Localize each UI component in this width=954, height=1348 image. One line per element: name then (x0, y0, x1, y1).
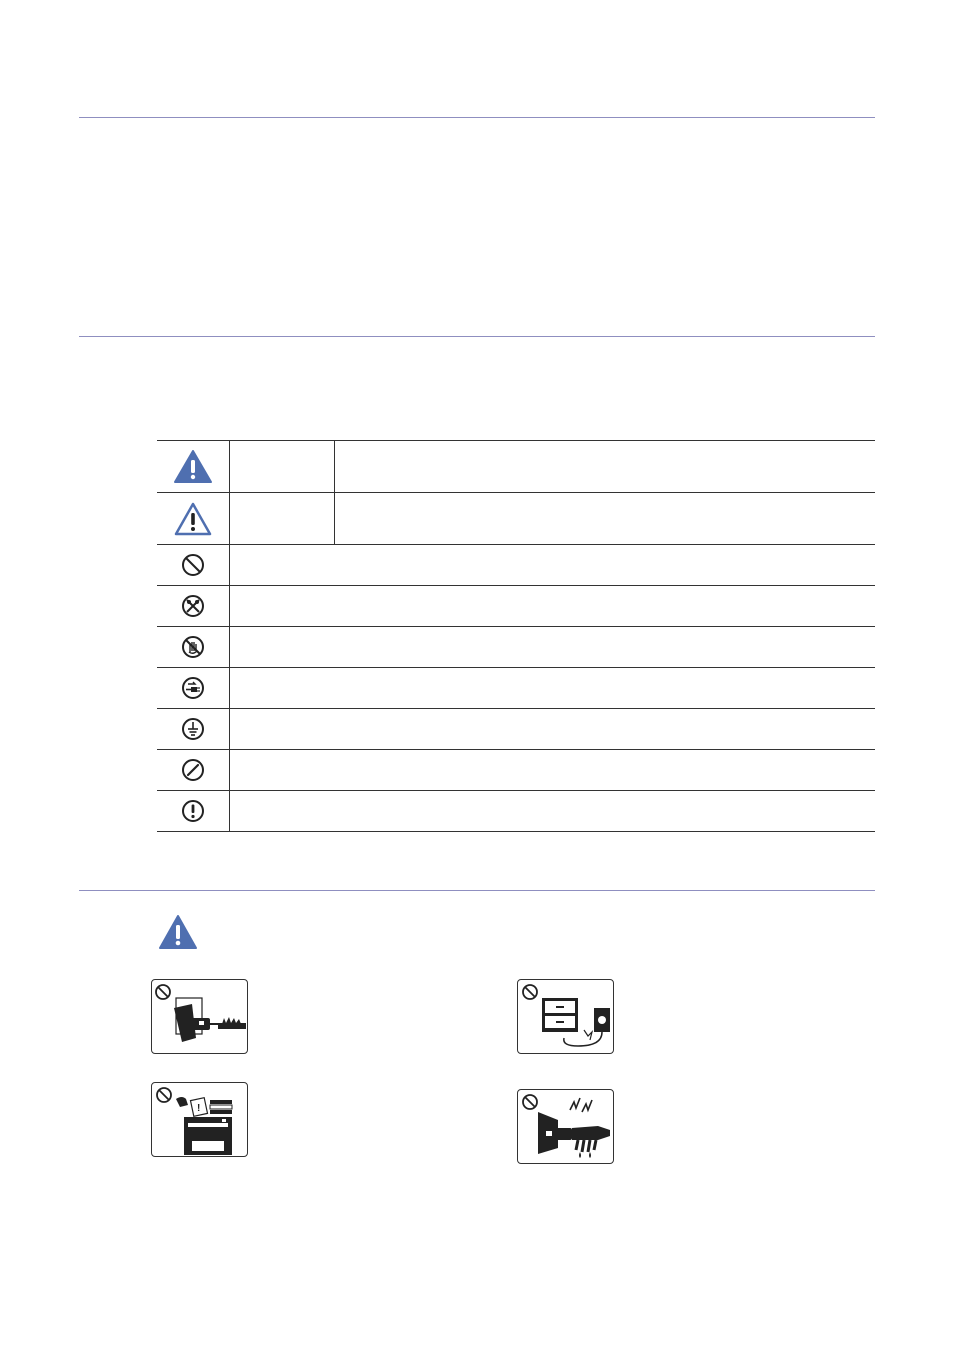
warning-triangle-filled-icon (173, 449, 213, 485)
symbol-description (230, 709, 876, 750)
table-row (157, 750, 875, 791)
section-divider-1 (79, 117, 875, 118)
symbol-description (230, 586, 876, 627)
table-row (157, 441, 875, 493)
prohibited-icon (181, 553, 205, 577)
svg-text:!: ! (197, 1103, 201, 1114)
illustration-no-wet-hands (517, 1089, 614, 1164)
call-service-icon (181, 758, 205, 782)
mandatory-icon (181, 799, 205, 823)
no-objects-on-machine-icon (152, 1083, 247, 1156)
illustration-no-heavy-on-cord (517, 979, 614, 1054)
no-heat-plug-icon (152, 980, 247, 1053)
caution-triangle-outline-icon (173, 501, 213, 537)
table-row (157, 791, 875, 832)
symbol-description (230, 545, 876, 586)
symbol-label (230, 493, 335, 545)
no-crush-cord-icon (518, 980, 613, 1053)
table-row (157, 545, 875, 586)
table-row (157, 709, 875, 750)
symbol-label (230, 441, 335, 493)
illustration-no-objects-on-printer (151, 1082, 248, 1157)
safety-symbols-table (157, 440, 875, 832)
unplug-icon (181, 676, 205, 700)
symbol-description (230, 668, 876, 709)
warning-triangle-filled-icon (158, 914, 198, 951)
symbol-description (230, 791, 876, 832)
table-row (157, 668, 875, 709)
symbol-description (335, 441, 876, 493)
table-row (157, 493, 875, 545)
section-divider-2 (79, 336, 875, 337)
table-row (157, 586, 875, 627)
symbol-description (230, 627, 876, 668)
table-row (157, 627, 875, 668)
symbol-description (230, 750, 876, 791)
no-touch-icon (181, 635, 205, 659)
symbol-description (335, 493, 876, 545)
no-wet-hands-plug-icon (518, 1090, 613, 1163)
section-divider-3 (79, 890, 875, 891)
no-disassemble-icon (181, 594, 205, 618)
ground-icon (181, 717, 205, 741)
illustration-no-heat-cord (151, 979, 248, 1054)
